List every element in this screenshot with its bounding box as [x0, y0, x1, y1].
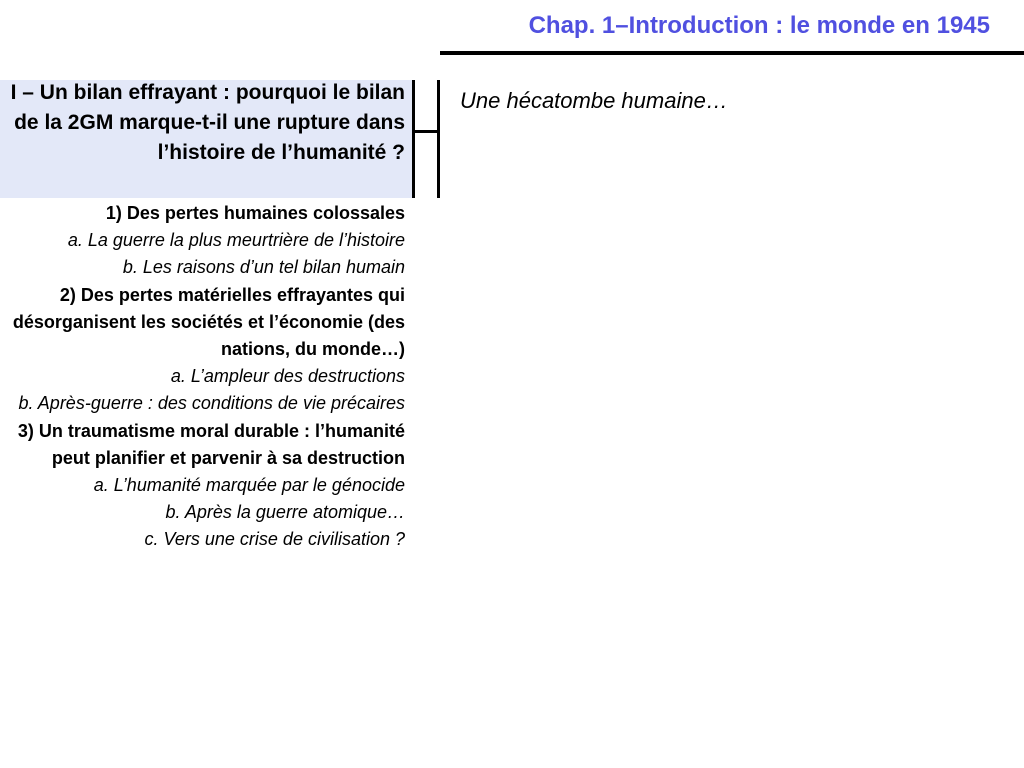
header-rule [440, 51, 1024, 55]
chapter-title: Chap. 1–Introduction : le monde en 1945 [528, 12, 990, 39]
outline-item: a. L’humanité marquée par le génocide [93, 475, 405, 496]
outline-item: 1) Des pertes humaines colossales [105, 203, 405, 223]
outline-item: 2) Des pertes matérielles effrayantes qui désorganisent les sociétés et l’économie (des nations, du monde…) [12, 284, 405, 360]
content-subtitle: Une hécatombe humaine… [460, 88, 728, 113]
outline-item: 3) Un traumatisme moral durable : l’humanité peut planifier et parvenir à sa destruction [17, 420, 405, 468]
outline-item: b. Les raisons d’un tel bilan humain [122, 257, 405, 278]
outline-list [0, 200, 405, 554]
outline-item: b. Après la guerre atomique… [165, 502, 405, 523]
outline-item: c. Vers une crise de civilisation ? [144, 529, 405, 550]
outline-item: b. Après-guerre : des conditions de vie précaires [18, 393, 405, 414]
outline-item: a. L’ampleur des destructions [170, 366, 405, 387]
bracket-connector [412, 80, 442, 198]
section-title: I – Un bilan effrayant : pourquoi le bilan de la 2GM marque-t-il une rupture dans l’histoire de l’humanité ? [10, 81, 405, 164]
outline-item: a. La guerre la plus meurtrière de l’histoire [67, 230, 405, 251]
